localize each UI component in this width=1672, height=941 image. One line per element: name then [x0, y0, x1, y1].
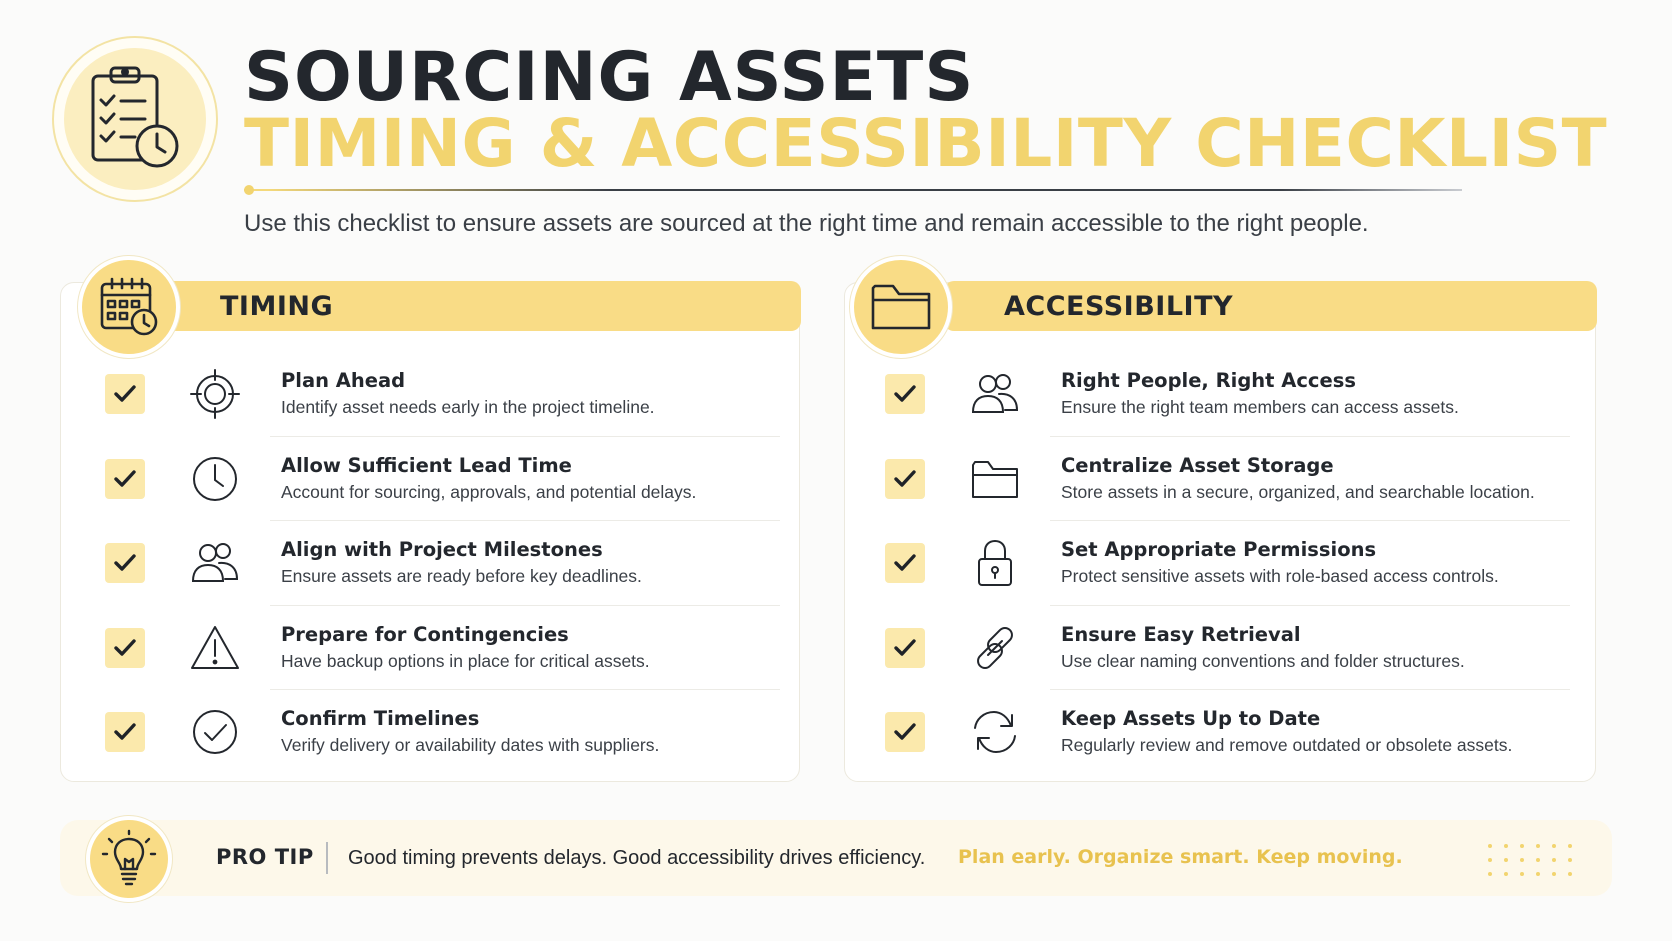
checkmark-icon	[893, 553, 917, 573]
people-icon	[967, 366, 1023, 422]
item-title: Centralize Asset Storage	[1061, 453, 1334, 477]
check-circle-icon	[187, 704, 243, 760]
title-divider	[244, 189, 1462, 191]
page-title-subheading: TIMING & ACCESSIBILITY CHECKLIST	[244, 105, 1608, 182]
list-item	[870, 352, 1570, 437]
pro-tip-emphasis: Plan early. Organize smart. Keep moving.	[958, 846, 1403, 868]
timing-panel-header	[160, 281, 801, 331]
decorative-dots	[1486, 842, 1586, 878]
checkmark-icon	[893, 722, 917, 742]
list-item	[90, 437, 780, 522]
checkmark-icon	[893, 638, 917, 658]
checkmark-icon	[113, 638, 137, 658]
checkbox-checked[interactable]	[885, 712, 925, 752]
checkmark-icon	[113, 722, 137, 742]
item-title: Keep Assets Up to Date	[1061, 707, 1321, 731]
item-description: Store assets in a secure, organized, and searchable location.	[1061, 481, 1535, 502]
folder-icon	[850, 256, 952, 358]
pro-tip-text: Good timing prevents delays. Good accessibility drives efficiency.	[348, 847, 926, 869]
checkbox-checked[interactable]	[105, 628, 145, 668]
link-icon	[967, 620, 1023, 676]
header-badge	[52, 36, 218, 202]
checkbox-checked[interactable]	[885, 628, 925, 668]
list-item	[90, 690, 780, 775]
clock-icon	[187, 451, 243, 507]
item-title: Allow Sufficient Lead Time	[281, 453, 572, 477]
list-item	[870, 521, 1570, 606]
lock-icon	[967, 535, 1023, 591]
checkmark-icon	[893, 469, 917, 489]
checkbox-checked[interactable]	[105, 459, 145, 499]
checkmark-icon	[113, 384, 137, 404]
checkmark-icon	[113, 553, 137, 573]
accessibility-panel-title: ACCESSIBILITY	[1004, 290, 1234, 322]
timing-panel-title: TIMING	[220, 290, 334, 322]
checkbox-checked[interactable]	[885, 374, 925, 414]
clipboard-checklist-clock-icon	[64, 48, 206, 190]
list-item	[90, 521, 780, 606]
pro-tip-separator	[326, 842, 328, 874]
target-icon	[187, 366, 243, 422]
item-title: Ensure Easy Retrieval	[1061, 622, 1301, 646]
checkbox-checked[interactable]	[105, 543, 145, 583]
item-description: Ensure assets are ready before key deadlines.	[281, 566, 642, 587]
item-description: Have backup options in place for critical assets.	[281, 650, 650, 671]
item-description: Ensure the right team members can access assets.	[1061, 397, 1459, 418]
item-description: Protect sensitive assets with role-based access controls.	[1061, 566, 1499, 587]
list-item	[90, 352, 780, 437]
item-title: Align with Project Milestones	[281, 538, 603, 562]
people-icon	[187, 535, 243, 591]
accessibility-checklist	[870, 352, 1570, 775]
item-title: Set Appropriate Permissions	[1061, 538, 1377, 562]
page-title: SOURCING ASSETS	[244, 38, 975, 117]
refresh-icon	[967, 704, 1023, 760]
warning-icon	[187, 620, 243, 676]
item-title: Confirm Timelines	[281, 707, 480, 731]
item-title: Prepare for Contingencies	[281, 622, 569, 646]
item-description: Identify asset needs early in the project timeline.	[281, 397, 655, 418]
list-item	[870, 437, 1570, 522]
item-title: Right People, Right Access	[1061, 369, 1356, 393]
list-item	[870, 606, 1570, 691]
title-divider-dot	[244, 185, 254, 195]
checkbox-checked[interactable]	[885, 459, 925, 499]
page-subtitle: Use this checklist to ensure assets are sourced at the right time and remain accessible to the right people.	[244, 210, 1369, 237]
item-description: Verify delivery or availability dates with suppliers.	[281, 735, 660, 756]
accessibility-panel-header	[944, 281, 1597, 331]
item-title: Plan Ahead	[281, 369, 406, 393]
calendar-clock-icon	[78, 256, 180, 358]
list-item	[90, 606, 780, 691]
item-description: Regularly review and remove outdated or obsolete assets.	[1061, 735, 1513, 756]
checkbox-checked[interactable]	[105, 712, 145, 752]
list-item	[870, 690, 1570, 775]
checkbox-checked[interactable]	[885, 543, 925, 583]
lightbulb-icon	[86, 816, 172, 902]
checkbox-checked[interactable]	[105, 374, 145, 414]
checkmark-icon	[113, 469, 137, 489]
pro-tip-label: PRO TIP	[216, 845, 314, 869]
folder-icon	[967, 451, 1023, 507]
timing-checklist	[90, 352, 780, 775]
checkmark-icon	[893, 384, 917, 404]
item-description: Account for sourcing, approvals, and potential delays.	[281, 481, 697, 502]
item-description: Use clear naming conventions and folder structures.	[1061, 650, 1465, 671]
